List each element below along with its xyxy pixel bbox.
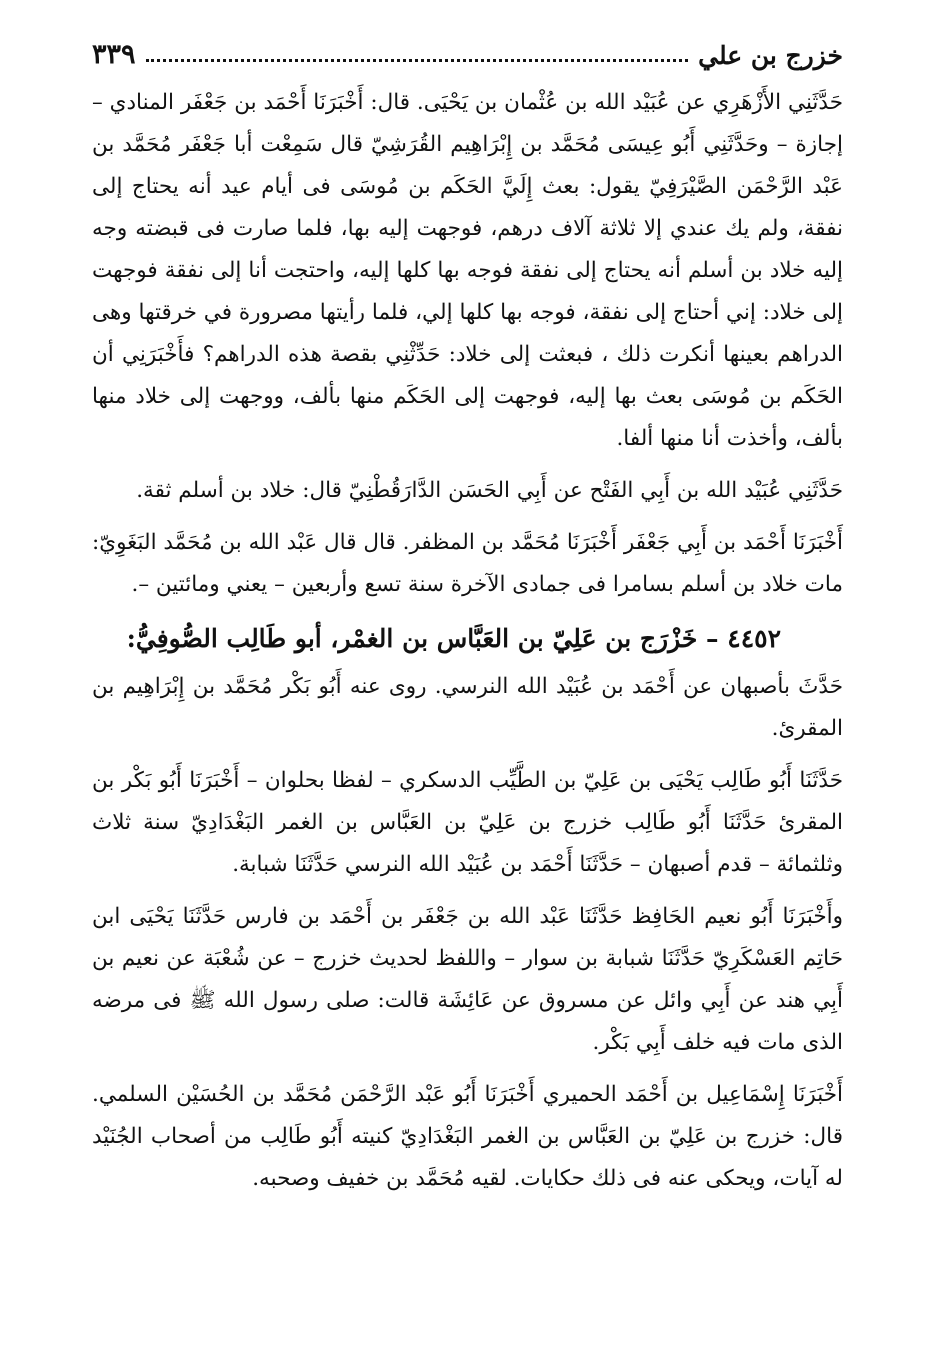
page-header: [92, 28, 843, 72]
entry-title: – خَزْرَج بن عَلِيّ بن العَبَّاس بن الغمْر، أبو طَالِب الصُّوفِيُّ:: [126, 624, 719, 653]
dot-leader: [146, 59, 689, 62]
paragraph: حَدَّثَنِي الأَزْهَرِي عن عُبَيْد الله بن عُثْمان بن يَحْيَى. قال: أَخْبَرَنَا أَحْمَد بن جَعْفَر المنادي – إجازة – وحَدَّثَنِي أَبُو عِيسَى مُحَمَّد بن إِبْرَاهِيم القُرَشِيّ قال سَمِعْت أبا جَعْفَر مُحَمَّد بن عَبْد الرَّحْمَن الصَّيْرَفِيّ يقول: بعث إِلَيَّ الحَكَم بن مُوسَى فى أيام عيد أنه يحتاج إلى نفقة، ولم يك عندي إلا ثلاثة آلاف درهم، فوجهت إليه بها، فلما صارت فى قبضته وجه إليه خلاد بن أسلم أنه يحتاج إلى نفقة فوجه بها كلها إليه، واحتجت أنا إلى نفقة فوجهت إلى خلاد: إني أحتاج إلى نفقة، فوجه بها كلها إلي، فلما رأيتها مصرورة في خرقتها وهى الدراهم بعينها أنكرت ذلك ، فبعثت إلى خلاد: حَدِّثْنِي بقصة هذه الدراهم؟ فأَخْبَرَنِي أن الحَكَم بن مُوسَى بعث بها إليه، فوجهت إلى الحَكَم منها بألف، ووجهت إلى خلاد منها بألف، وأخذت أنا منها ألفا.: [92, 90, 843, 451]
paragraph: أَخْبَرَنَا إِسْمَاعِيل بن أَحْمَد الحميري أَخْبَرَنَا أَبُو عَبْد الرَّحْمَن مُحَمَّد بن الحُسَيْن السلمي. قال: خزرج بن عَلِيّ بن العَبَّاس بن الغمر البَغْدَادِيّ كنيته أَبُو طَالِب من أصحاب الجُنَيْد له آيات، ويحكى عنه فى ذلك حكايات. لقيه مُحَمَّد بن خفيف وصحبه.: [92, 1082, 843, 1191]
page-number: ٣٣٩: [92, 39, 136, 70]
entry-number: ٤٤٥٢: [727, 624, 781, 653]
running-head: خزرج بن علي: [698, 41, 843, 70]
entry-heading: [92, 616, 843, 662]
page-body: [92, 82, 843, 1210]
paragraph: حَدَّثَنِي عُبَيْد الله بن أَبِي الفَتْح عن أَبِي الحَسَن الدَّارَقُطْنِيّ قال: خلاد بن أسلم ثقة.: [136, 478, 843, 503]
paragraph: أَخْبَرَنَا أَحْمَد بن أَبِي جَعْفَر أَخْبَرَنَا مُحَمَّد بن المظفر. قال قال عَبْد الله بن مُحَمَّد البَغَوِيّ: مات خلاد بن أسلم بسامرا فى جمادى الآخرة سنة تسع وأربعين – يعني ومائتين –.: [92, 530, 843, 597]
paragraph: حَدَّثَنَا أَبُو طَالِب يَحْيَى بن عَلِيّ بن الطَّيِّب الدسكري – لفظا بحلوان – أَخْبَرَنَا أَبُو بَكْر بن المقرئ حَدَّثَنَا أَبُو طَالِب خزرج بن عَلِيّ بن العَبَّاس بن الغمر البَغْدَادِيّ سنة ثلاث وثلثمائة – قدم أصبهان – حَدَّثَنَا أَحْمَد بن عُبَيْد الله النرسي حَدَّثَنَا شبابة.: [92, 768, 843, 877]
paragraph: حَدَّثَ بأصبهان عن أَحْمَد بن عُبَيْد الله النرسي. روى عنه أَبُو بَكْر مُحَمَّد بن إِبْرَاهِيم بن المقرئ.: [92, 674, 843, 741]
paragraph: وأَخْبَرَنَا أَبُو نعيم الحَافِظ حَدَّثَنَا عَبْد الله بن جَعْفَر بن أَحْمَد بن فارس حَدَّثَنَا يَحْيَى ابن حَاتِم العَسْكَرِيّ حَدَّثَنَا شبابة بن سوار – واللفظ لحديث خزرج – عن شُعْبَة عن نعيم بن أَبِي هند عن أَبِي وائل عن مسروق عن عَائِشَة قالت: صلى رسول الله ﷺ فى مرضه الذى مات فيه خلف أَبِي بَكْر.: [92, 904, 843, 1055]
